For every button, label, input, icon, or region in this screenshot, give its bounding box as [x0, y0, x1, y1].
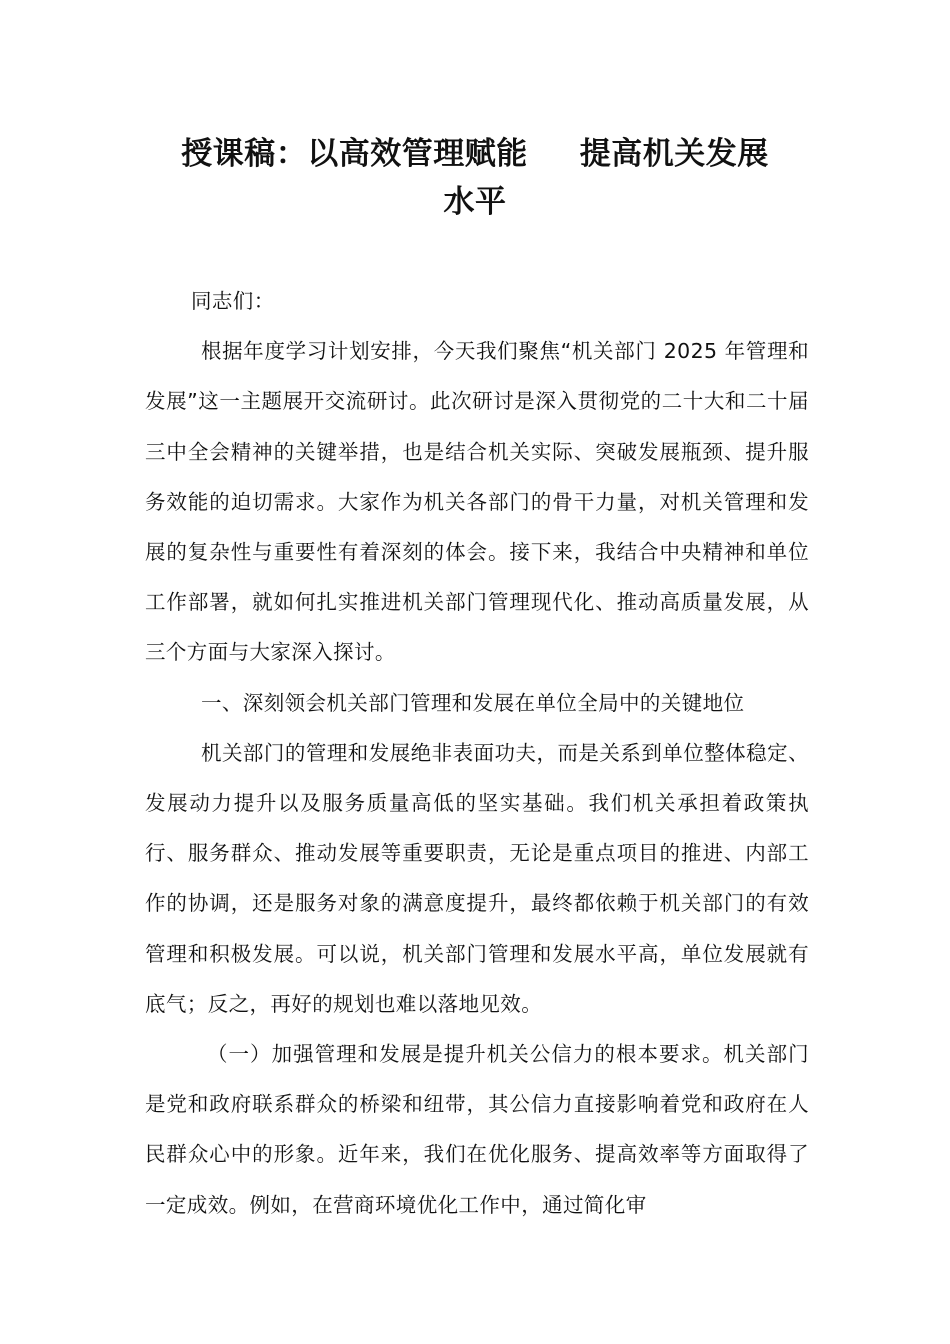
salutation: 同志们：: [191, 289, 275, 313]
section-heading-1: 一、深刻领会机关部门管理和发展在单位全局中的关键地位: [201, 690, 745, 715]
title-part-2: 提高机关发展: [579, 136, 769, 172]
document-title: [140, 130, 810, 226]
title-part-1: 授课稿：以高效管理赋能: [181, 136, 528, 172]
intro-paragraph: 根据年度学习计划安排，今天我们聚焦“机关部门 2025 年管理和发展”这一主题展开交流研讨。此次研讨是深入贯彻党的二十大和二十届三中全会精神的关键举措，也是结合机关实际、突破发展瓶颈、提升服务效能的迫切需求。大家作为机关各部门的骨干力量，对机关管理和发展的复杂性与重要性有着深刻的体会。接下来，我结合中央精神和单位工作部署，就如何扎实推进机关部门管理现代化、推动高质量发展，从三个方面与大家深入探讨。: [145, 339, 809, 665]
title-line-2: 水平: [443, 184, 507, 220]
document-body: [145, 276, 809, 1230]
body-paragraph: 机关部门的管理和发展绝非表面功夫，而是关系到单位整体稳定、发展动力提升以及服务质量高低的坚实基础。我们机关承担着政策执行、服务群众、推动发展等重要职责，无论是重点项目的推进、内部工作的协调，还是服务对象的满意度提升，最终都依赖于机关部门的有效管理和积极发展。可以说，机关部门管理和发展水平高，单位发展就有底气；反之，再好的规划也难以落地见效。: [145, 740, 809, 1016]
subsection-paragraph-1: （一）加强管理和发展是提升机关公信力的根本要求。机关部门是党和政府联系群众的桥梁和纽带，其公信力直接影响着党和政府在人民群众心中的形象。近年来，我们在优化服务、提高效率等方面取得了一定成效。例如，在营商环境优化工作中，通过简化审: [145, 1042, 809, 1217]
